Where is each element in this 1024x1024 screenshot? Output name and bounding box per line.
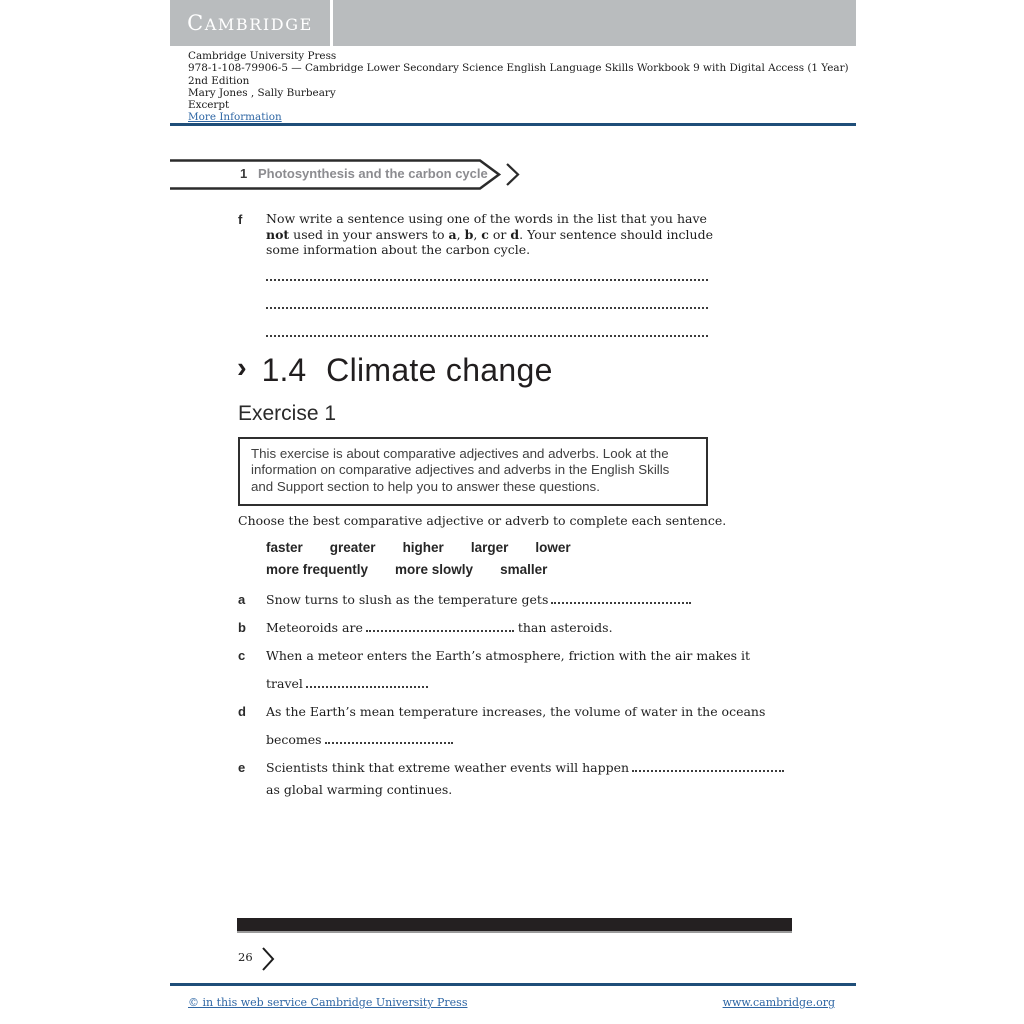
authors-line: Mary Jones , Sally Burbeary (188, 86, 336, 99)
isbn-title-line: 978-1-108-79906-5 — Cambridge Lower Secondary Science English Language Skills Workbook 9 with Digital Access (1 Year) (188, 62, 849, 75)
word-bank-item: smaller (500, 562, 548, 577)
question-d-sentence: becomes (266, 732, 322, 747)
exercise-info-box (238, 437, 708, 506)
section-end-bar (237, 918, 792, 933)
word-bank-item: more frequently (266, 562, 369, 577)
question-a-sentence: Snow turns to slush as the temperature gets (266, 592, 549, 607)
question-b-sentence: Meteoroids are (266, 620, 363, 635)
word-bank-item: faster (266, 540, 303, 555)
exercise-instruction: Choose the best comparative adjective or adverb to complete each sentence. (238, 513, 727, 528)
answer-blank (306, 677, 428, 688)
question-d-label: d (238, 704, 246, 719)
page-chevron-icon (260, 946, 276, 972)
cambridge-logo (170, 0, 333, 46)
question-c-text-line1: When a meteor enters the Earth’s atmosphere, friction with the air makes it (266, 648, 751, 663)
section-heading (237, 352, 553, 389)
answer-blank (366, 621, 514, 632)
question-c-label: c (238, 648, 246, 663)
question-b-label: b (238, 620, 246, 635)
more-information-link[interactable]: More Information (188, 111, 282, 124)
word-bank-row-2 (266, 562, 547, 577)
word-bank-item: greater (329, 540, 376, 555)
answer-blank (632, 761, 784, 772)
answer-line (266, 325, 708, 337)
publisher-banner (170, 0, 856, 46)
question-c-sentence: travel (266, 676, 303, 691)
edition-line: 2nd Edition (188, 74, 250, 87)
question-e-sentence: Scientists think that extreme weather events will happen (266, 760, 630, 775)
chapter-number: 1 (240, 166, 248, 181)
section-number: 1.4 (261, 352, 307, 388)
answer-line (266, 269, 708, 281)
question-c-text-line2 (266, 676, 428, 691)
question-b-text (266, 620, 613, 635)
question-a-text (266, 592, 691, 607)
publication-metadata (188, 50, 848, 124)
exercise-title: Exercise 1 (238, 402, 337, 425)
question-d-text-line1: As the Earth’s mean temperature increases, the volume of water in the oceans (266, 704, 766, 719)
question-e-text-line1 (266, 760, 784, 775)
header-divider (170, 123, 856, 126)
question-a-label: a (238, 592, 246, 607)
question-e-text-line2: as global warming continues. (266, 782, 453, 797)
answer-line (266, 297, 708, 309)
excerpt-line: Excerpt (188, 99, 230, 112)
word-bank-item: larger (470, 540, 509, 555)
chapter-title: Photosynthesis and the carbon cycle (258, 166, 488, 181)
footer-divider (170, 983, 856, 986)
word-bank-item: lower (535, 540, 571, 555)
section-title: Climate change (326, 352, 553, 388)
question-d-text-line2 (266, 732, 453, 747)
word-bank-row-1 (266, 540, 571, 555)
question-e-label: e (238, 760, 246, 775)
answer-blank (551, 593, 691, 604)
word-bank-item: higher (402, 540, 444, 555)
cambridge-logo-text: CAMBRIDGE (187, 11, 313, 35)
section-chevron-icon: › (237, 352, 247, 384)
publisher-name: Cambridge University Press (188, 50, 337, 62)
page-number: 26 (238, 950, 253, 964)
question-f-label: f (238, 212, 243, 227)
answer-blank (325, 733, 453, 744)
word-bank-item: more slowly (395, 562, 474, 577)
question-f-text: Now write a sentence using one of the words in the list that you have not used in your answers to a, b, c or d. Your sentence should include some information about the carbon cycle. (266, 211, 713, 258)
website-link[interactable]: www.cambridge.org (722, 996, 835, 1009)
question-b-sentence-end: than asteroids. (513, 620, 613, 635)
copyright-link[interactable]: © in this web service Cambridge University Press (188, 996, 468, 1009)
exercise-info-text: This exercise is about comparative adjectives and adverbs. Look at the information on comparative adjectives and adverbs in the English Skills and Support section to help you to answer these questions. (251, 446, 670, 494)
